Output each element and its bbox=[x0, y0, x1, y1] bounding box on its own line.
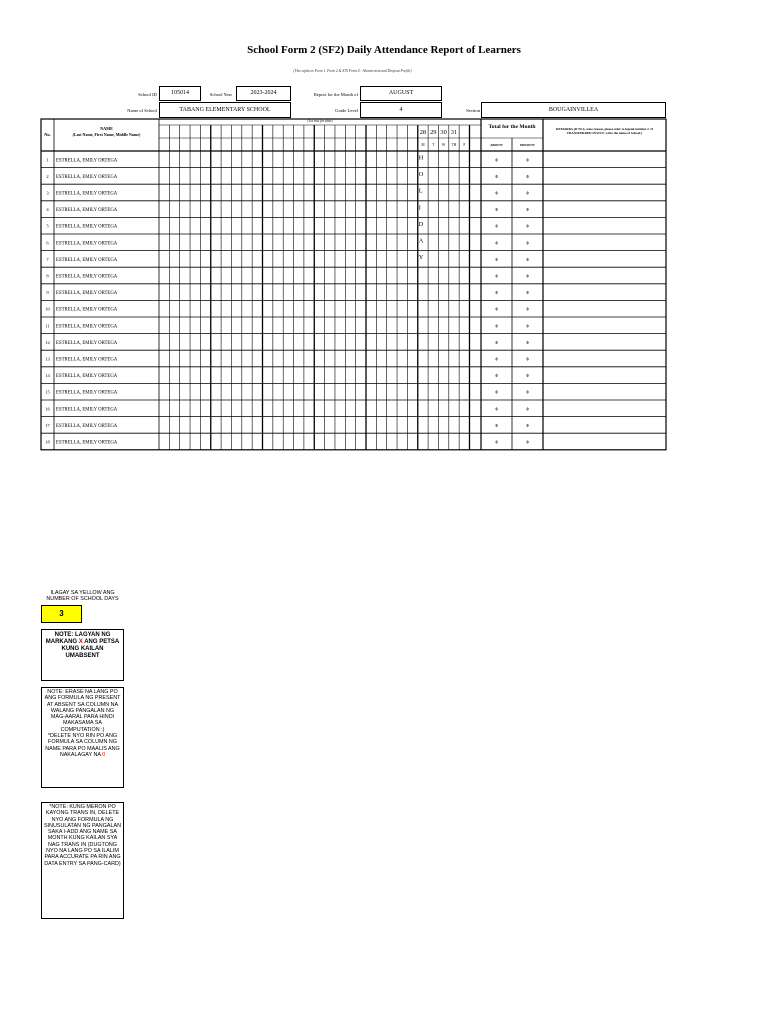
holiday-letter: A bbox=[418, 237, 424, 245]
present-count: 0 bbox=[526, 207, 529, 213]
learner-name: ESTRELLA, EMILY ORTEGA bbox=[56, 291, 118, 297]
absent-count: 0 bbox=[495, 290, 498, 296]
learner-name: ESTRELLA, EMILY ORTEGA bbox=[56, 407, 118, 413]
row-number: 9 bbox=[46, 290, 49, 296]
row-number: 17 bbox=[45, 422, 50, 428]
holiday-letter: L bbox=[418, 187, 423, 195]
note-trans-in-text-a: *NOTE: KUNG MERON PO KAYONG TRANS IN, DELETE NYO ANG FORMULA NG SINUSULATAN NG PANGALAN SAKA I-ADD ANG NAME SA MONTH KUNG KAILAN SYA NAG TRANS IN bbox=[44, 804, 121, 848]
present-count: 0 bbox=[526, 422, 529, 428]
learner-name: ESTRELLA, EMILY ORTEGA bbox=[56, 208, 118, 214]
grade-level-label: Grade Level bbox=[335, 108, 358, 113]
present-count: 0 bbox=[526, 223, 529, 229]
form-subtitle: (This replaces Form 1, Form 2 & STS Form 4 - Absenteeism and Dropout Profile) bbox=[293, 69, 412, 73]
note-trans-in-text-b: (DUGTONG NYO NA LANG PO SA ILALIM PARA ACCURATE PA RIN ANG DATA ENTRY SA PANG-CARD) bbox=[44, 841, 121, 867]
row-number: 4 bbox=[46, 207, 49, 213]
present-count: 0 bbox=[526, 173, 529, 179]
name-column-subheader: (Last Name, First Name, Middle Name) bbox=[72, 133, 141, 137]
school-name-field[interactable]: TABANG ELEMENTARY SCHOOL bbox=[159, 102, 291, 118]
absent-count: 0 bbox=[495, 439, 498, 445]
absent-count: 0 bbox=[495, 240, 498, 246]
absent-count: 0 bbox=[495, 389, 498, 395]
present-count: 0 bbox=[526, 273, 529, 279]
present-count: 0 bbox=[526, 389, 529, 395]
total-for-month-header: Total for the Month bbox=[488, 124, 536, 130]
present-count: 0 bbox=[526, 190, 529, 196]
form-title: School Form 2 (SF2) Daily Attendance Report of Learners bbox=[247, 44, 521, 56]
row-number: 14 bbox=[45, 373, 50, 379]
absent-count: 0 bbox=[495, 323, 498, 329]
present-count: 0 bbox=[526, 373, 529, 379]
row-number: 11 bbox=[45, 323, 50, 329]
absent-count: 0 bbox=[495, 190, 498, 196]
school-year-label: School Year bbox=[209, 92, 232, 97]
row-number: 2 bbox=[46, 173, 49, 179]
school-year-field[interactable]: 2023-2024 bbox=[236, 86, 291, 101]
learner-name: ESTRELLA, EMILY ORTEGA bbox=[56, 241, 118, 247]
present-count: 0 bbox=[526, 406, 529, 412]
holiday-letter: D bbox=[418, 220, 424, 228]
present-count: 0 bbox=[526, 240, 529, 246]
learner-name: ESTRELLA, EMILY ORTEGA bbox=[56, 440, 118, 446]
month-field[interactable]: AUGUST bbox=[360, 86, 442, 101]
school-days-label: ILAGAY SA YELLOW ANG NUMBER OF SCHOOL DAYS bbox=[46, 590, 119, 603]
present-count: 0 bbox=[526, 356, 529, 362]
school-days-input[interactable]: 3 bbox=[41, 605, 82, 623]
absent-count: 0 bbox=[495, 406, 498, 412]
row-number: 18 bbox=[45, 439, 50, 445]
present-count: 0 bbox=[526, 323, 529, 329]
weekday-label: M bbox=[421, 143, 425, 147]
absent-count: 0 bbox=[495, 273, 498, 279]
holiday-letter: H bbox=[418, 154, 424, 162]
note-erase-formula-text-b: *DELETE NYO RIN PO ANG FORMULA SA COLUMN NG NAME PARA PO MAALIS ANG NAKALAGAY NA bbox=[45, 733, 120, 758]
learner-name: ESTRELLA, EMILY ORTEGA bbox=[56, 307, 118, 313]
absent-count: 0 bbox=[495, 207, 498, 213]
row-number: 15 bbox=[45, 389, 50, 395]
holiday-letter: Y bbox=[418, 254, 424, 262]
learner-name: ESTRELLA, EMILY ORTEGA bbox=[56, 274, 118, 280]
date-label: 29 bbox=[430, 129, 437, 136]
date-label: 31 bbox=[450, 129, 458, 136]
note-mark-absent-text-a: NOTE: LAGYAN NG MARKANG bbox=[45, 632, 111, 645]
row-number: 8 bbox=[46, 273, 49, 279]
weekday-label: F bbox=[463, 143, 466, 147]
present-count: 0 bbox=[526, 306, 529, 312]
holiday-letter: I bbox=[418, 204, 421, 212]
school-name-label: Name of School bbox=[127, 108, 157, 113]
note-mark-absent-text-b: ANG PETSA KUNG KAILAN UMABSENT bbox=[61, 639, 120, 659]
learner-name: ESTRELLA, EMILY ORTEGA bbox=[56, 158, 118, 164]
row-number: 10 bbox=[45, 306, 50, 312]
row-number: 16 bbox=[45, 406, 50, 412]
row-number: 1 bbox=[46, 157, 49, 163]
row-number: 3 bbox=[46, 190, 49, 196]
absent-count: 0 bbox=[495, 306, 498, 312]
learner-name: ESTRELLA, EMILY ORTEGA bbox=[56, 423, 118, 429]
note-erase-formula-text-a: NOTE: ERASE NA LANG PO ANG FORMULA NG PRESENT AT ABSENT SA COLUMN NA WALANG PANGALAN NG MAG-AARAL PARA HINDI MAKASAMA SA COMPUTATION :) bbox=[44, 689, 121, 733]
note-trans-in bbox=[41, 802, 124, 919]
remarks-header: REMARKS (If NLS, state reason, please refer to legend number 2. If TRANSFERRED IN/OUT, write the name of School.) bbox=[556, 127, 653, 136]
learner-name: ESTRELLA, EMILY ORTEGA bbox=[56, 191, 118, 197]
note-erase-formula bbox=[41, 687, 124, 788]
present-count: 0 bbox=[526, 439, 529, 445]
learner-name: ESTRELLA, EMILY ORTEGA bbox=[56, 324, 118, 330]
present-header: PRESENT bbox=[520, 143, 535, 147]
school-id-label: School ID bbox=[138, 92, 157, 97]
row-number: 5 bbox=[46, 223, 49, 229]
no-column-header: No. bbox=[44, 132, 51, 137]
row-number: 12 bbox=[45, 339, 50, 345]
absent-count: 0 bbox=[495, 223, 498, 229]
row-number: 13 bbox=[45, 356, 50, 362]
school-id-field[interactable]: 105014 bbox=[159, 86, 201, 101]
absent-count: 0 bbox=[495, 173, 498, 179]
weekday-label: W bbox=[441, 143, 446, 147]
absent-count: 0 bbox=[495, 157, 498, 163]
note-mark-absent bbox=[41, 629, 124, 681]
learner-name: ESTRELLA, EMILY ORTEGA bbox=[56, 357, 118, 363]
note-erase-formula-zero: 0 bbox=[102, 751, 106, 758]
absent-count: 0 bbox=[495, 422, 498, 428]
grade-level-field[interactable]: 4 bbox=[360, 102, 442, 118]
attendance-grid bbox=[0, 0, 768, 460]
name-column-header: NAME bbox=[100, 127, 113, 131]
weekday-label: T bbox=[432, 143, 435, 147]
row-number: 7 bbox=[46, 256, 49, 262]
row-number: 6 bbox=[46, 240, 49, 246]
learner-name: ESTRELLA, EMILY ORTEGA bbox=[56, 374, 118, 380]
absent-header: ABSENT bbox=[490, 143, 503, 147]
absent-count: 0 bbox=[495, 339, 498, 345]
learner-name: ESTRELLA, EMILY ORTEGA bbox=[56, 257, 118, 263]
holiday-letter: O bbox=[418, 171, 424, 179]
section-field[interactable]: BOUGAINVILLEA bbox=[481, 102, 666, 118]
dates-hint: (1st row for date) bbox=[307, 119, 333, 123]
absent-count: 0 bbox=[495, 356, 498, 362]
date-label: 28 bbox=[419, 129, 427, 136]
present-count: 0 bbox=[526, 256, 529, 262]
present-count: 0 bbox=[526, 157, 529, 163]
learner-name: ESTRELLA, EMILY ORTEGA bbox=[56, 174, 118, 180]
absent-count: 0 bbox=[495, 373, 498, 379]
note-mark-absent-x: X bbox=[78, 639, 83, 645]
present-count: 0 bbox=[526, 339, 529, 345]
learner-name: ESTRELLA, EMILY ORTEGA bbox=[56, 390, 118, 396]
learner-name: ESTRELLA, EMILY ORTEGA bbox=[56, 340, 118, 346]
absent-count: 0 bbox=[495, 256, 498, 262]
learner-name: ESTRELLA, EMILY ORTEGA bbox=[56, 224, 118, 230]
present-count: 0 bbox=[526, 290, 529, 296]
month-label: Report for the Month of bbox=[313, 92, 358, 97]
weekday-label: TH bbox=[451, 143, 457, 147]
section-label: Section bbox=[466, 108, 480, 113]
date-label: 30 bbox=[440, 129, 447, 136]
